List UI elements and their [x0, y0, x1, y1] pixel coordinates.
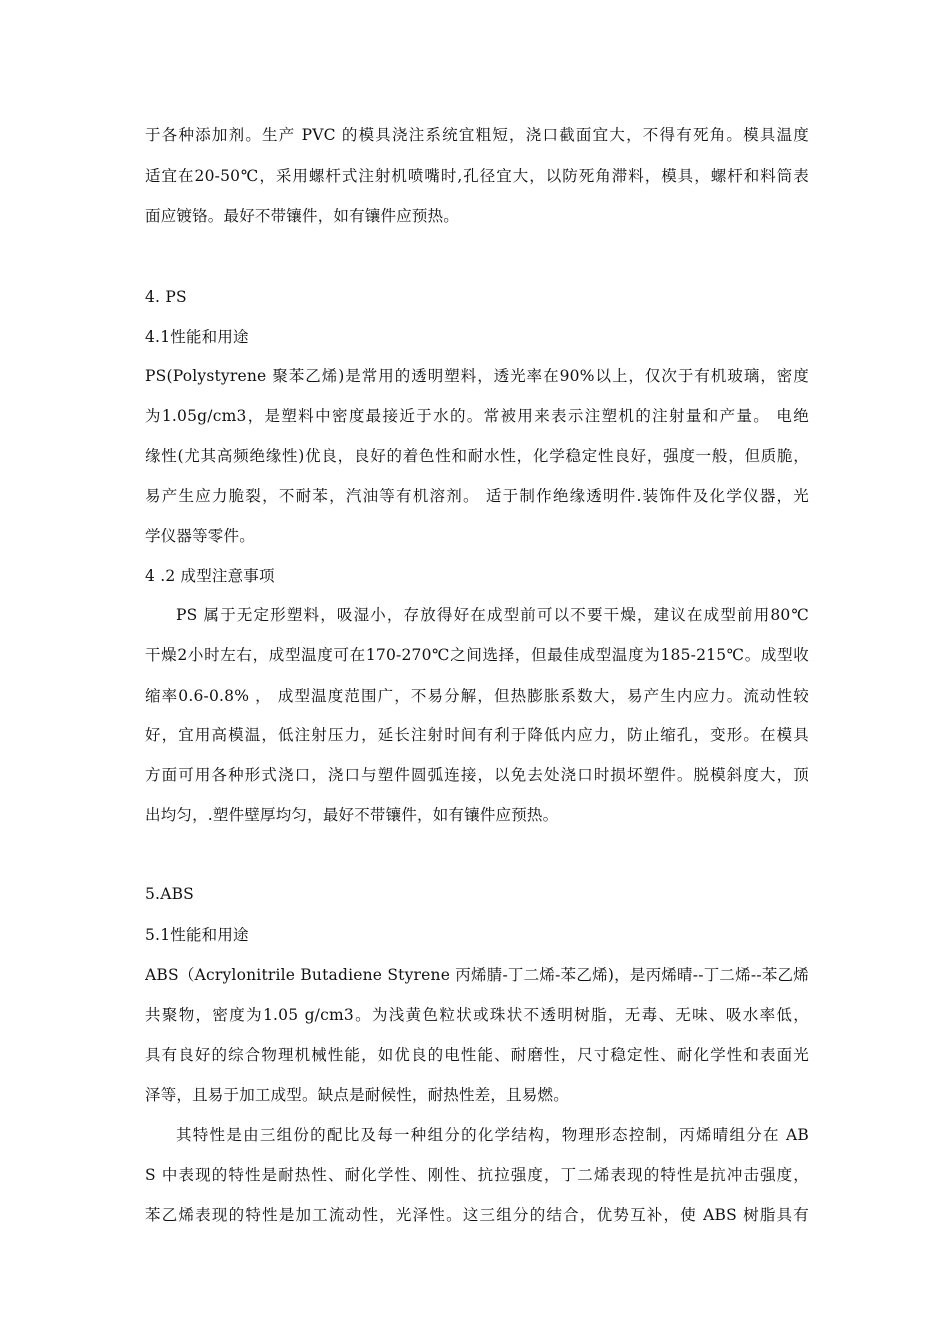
text-line: 面应镀铬。最好不带镶件，如有镶件应预热。	[145, 207, 460, 225]
section-heading: 5.ABS	[145, 885, 194, 903]
text-line: 苯乙烯表现的特性是加工流动性，光泽性。这三组分的结合，优势互补，使 ABS 树脂具有	[145, 1206, 809, 1224]
text-line: 学仪器等零件。	[145, 527, 255, 545]
text-line: 泽等，且易于加工成型。缺点是耐候性，耐热性差，且易燃。	[145, 1086, 569, 1104]
text-line: 方面可用各种形式浇口，浇口与塑件圆弧连接，以免去处浇口时损坏塑件。脱模斜度大，顶	[145, 766, 809, 784]
text-line: 干燥2小时左右，成型温度可在170-270℃之间选择，但最佳成型温度为185-215℃。成型收	[145, 646, 809, 664]
text-line: 为1.05g/cm3，是塑料中密度最接近于水的。常被用来表示注塑机的注射量和产量。 电绝	[145, 407, 809, 425]
subsection-heading: 4 .2 成型注意事项	[145, 567, 275, 585]
text-line: 具有良好的综合物理机械性能，如优良的电性能、耐磨性，尺寸稳定性、耐化学性和表面光	[145, 1046, 809, 1064]
text-line: 好，宜用高模温，低注射压力，延长注射时间有利于降低内应力，防止缩孔，变形。在模具	[145, 726, 809, 744]
text-line: 易产生应力脆裂，不耐苯，汽油等有机溶剂。 适于制作绝缘透明件.装饰件及化学仪器，光	[145, 487, 809, 505]
text-line: 出均匀，.塑件壁厚均匀，最好不带镶件，如有镶件应预热。	[145, 806, 559, 824]
subsection-heading: 4.1性能和用途	[145, 328, 249, 346]
text-line: PS 属于无定形塑料，吸湿小，存放得好在成型前可以不要干燥，建议在成型前用80℃	[176, 606, 809, 624]
text-line: ABS（Acrylonitrile Butadiene Styrene 丙烯腈-丁二烯-苯乙烯)，是丙烯晴--丁二烯--苯乙烯	[145, 966, 809, 984]
section-heading: 4. PS	[145, 288, 187, 306]
subsection-heading: 5.1性能和用途	[145, 926, 249, 944]
text-line: 适宜在20-50℃，采用螺杆式注射机喷嘴时,孔径宜大，以防死角滞料，模具，螺杆和料筒表	[145, 167, 809, 185]
text-line: S 中表现的特性是耐热性、耐化学性、刚性、抗拉强度，丁二烯表现的特性是抗冲击强度，	[145, 1166, 809, 1184]
text-line: PS(Polystyrene 聚苯乙烯)是常用的透明塑料，透光率在90%以上，仅次于有机玻璃，密度	[145, 367, 809, 385]
text-line: 于各种添加剂。生产 PVC 的模具浇注系统宜粗短，浇口截面宜大，不得有死角。模具温度	[145, 126, 809, 144]
text-line: 缩率0.6-0.8% ， 成型温度范围广，不易分解，但热膨胀系数大，易产生内应力。流动性较	[145, 687, 809, 705]
text-line: 共聚物，密度为1.05 g/cm3。为浅黄色粒状或珠状不透明树脂，无毒、无味、吸水率低，	[145, 1006, 809, 1024]
text-line: 缘性(尤其高频绝缘性)优良，良好的着色性和耐水性，化学稳定性良好，强度一般，但质脆，	[145, 447, 809, 465]
text-line: 其特性是由三组份的配比及每一种组分的化学结构，物理形态控制，丙烯晴组分在 AB	[176, 1126, 809, 1144]
